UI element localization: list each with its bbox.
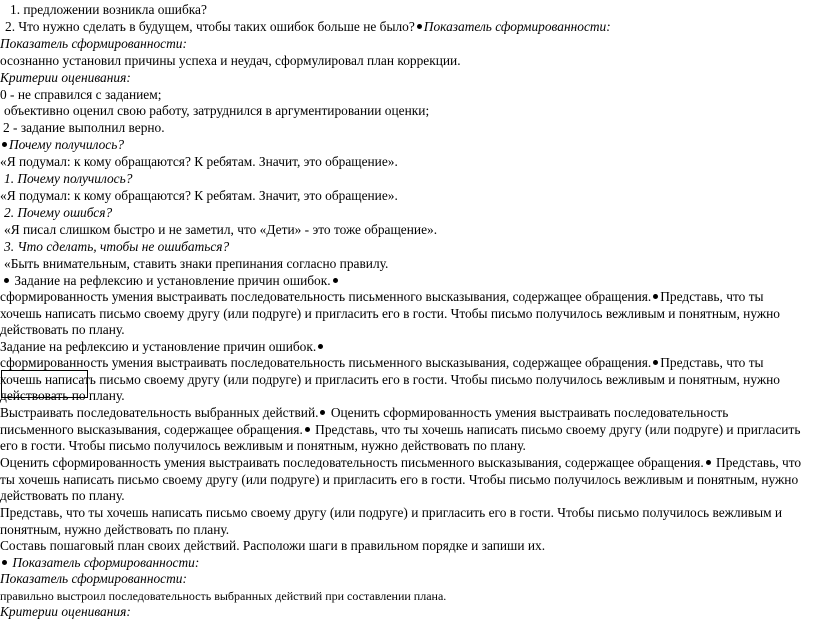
paragraph-1: сформированность умения выстраивать последовательность письменного высказывания, содержащее обращения. Представь, что ты хочешь написать письмо своему другу (или подруге) и пригласить его в гости. Чтобы письмо получилось вежливым и понятным, нужно действовать по плану.	[0, 289, 780, 338]
why-mistake-item: 2. Почему ошибся?	[4, 205, 113, 220]
bullet-icon	[417, 24, 422, 29]
question-2-line: 2. Что нужно сделать в будущем, чтобы таких ошибок больше не было? Показатель сформированности:	[5, 19, 611, 34]
indicator-heading: Показатель сформированности:	[0, 571, 187, 586]
bullet-icon	[320, 410, 325, 415]
criteria-heading: Критерии оценивания:	[0, 70, 131, 85]
empty-box	[1, 370, 88, 398]
indicator-text: правильно выстроил последовательность выбранных действий при составлении плана.	[0, 589, 447, 603]
indicator-heading-bullet: Показатель сформированности:	[0, 555, 816, 571]
answer-quote: «Я подумал: к кому обращаются? К ребятам. Значит, это обращение».	[0, 188, 398, 203]
reflection-task-line: Задание на рефлексию и установление причин ошибок.	[2, 273, 816, 289]
answer-quote: «Я писал слишком быстро и не заметил, что «Дети» - это тоже обращение».	[4, 222, 438, 237]
criteria-0: 0 - не справился с заданием;	[0, 87, 162, 102]
bullet-icon	[305, 427, 310, 432]
answer-quote: «Я подумал: к кому обращаются? К ребятам. Значит, это обращение».	[0, 154, 398, 169]
what-to-do-item: 3. Что сделать, чтобы не ошибаться?	[4, 239, 230, 254]
answer-quote: «Быть внимательным, ставить знаки препинания согласно правилу.	[4, 256, 389, 271]
plan-instruction: Составь пошаговый план своих действий. Расположи шаги в правильном порядке и запиши их.	[0, 538, 546, 553]
why-success-item: 1. Почему получилось?	[4, 171, 133, 186]
paragraph-4: Оценить сформированность умения выстраивать последовательность письменного высказывания, содержащее обращения. Представь, что ты хочешь написать письмо своему другу (или подруге) и пригласить его в гости. Чтобы письмо получилось вежливым и понятным, нужно действовать по плану.	[0, 455, 802, 504]
criteria-2: 2 - задание выполнил верно.	[3, 120, 165, 135]
criteria-1: объективно оценил свою работу, затруднился в аргументировании оценки;	[4, 103, 430, 118]
question-1-line: 1. предложении возникла ошибка?	[10, 2, 207, 17]
bullet-icon	[653, 360, 658, 365]
indicator-text: осознанно установил причины успеха и неудач, сформулировал план коррекции.	[0, 53, 461, 68]
indicator-heading: Показатель сформированности:	[0, 36, 187, 51]
why-success-heading: Почему получилось?	[0, 137, 816, 153]
paragraph-3: Выстраивать последовательность выбранных действий. Оценить сформированность умения выстраивать последовательность письменного высказывания, содержащее обращения. Представь, что ты хочешь написать письмо своему другу (или подруге) и пригласить его в гости. Чтобы письмо получилось вежливым и понятным, нужно действовать по плану.	[0, 405, 801, 454]
paragraph-2: сформированность умения выстраивать последовательность письменного высказывания, содержащее обращения. Представь, что ты хочешь написать письмо своему другу (или подруге) и пригласить его в гости. Чтобы письмо получилось вежливым и понятным, нужно действовать по плану.	[0, 355, 780, 404]
paragraph-5: Представь, что ты хочешь написать письмо своему другу (или подруге) и пригласить его в гости. Чтобы письмо получилось вежливым и понятным, нужно действовать по плану.	[0, 505, 783, 537]
bullet-icon	[4, 278, 9, 283]
bullet-icon	[706, 460, 711, 465]
bullet-icon	[333, 278, 338, 283]
bullet-icon	[2, 142, 7, 147]
criteria-heading: Критерии оценивания:	[0, 604, 131, 619]
bullet-icon	[318, 344, 323, 349]
bullet-icon	[2, 560, 7, 565]
bullet-icon	[653, 294, 658, 299]
reflection-task-line: Задание на рефлексию и установление причин ошибок.	[0, 339, 816, 355]
